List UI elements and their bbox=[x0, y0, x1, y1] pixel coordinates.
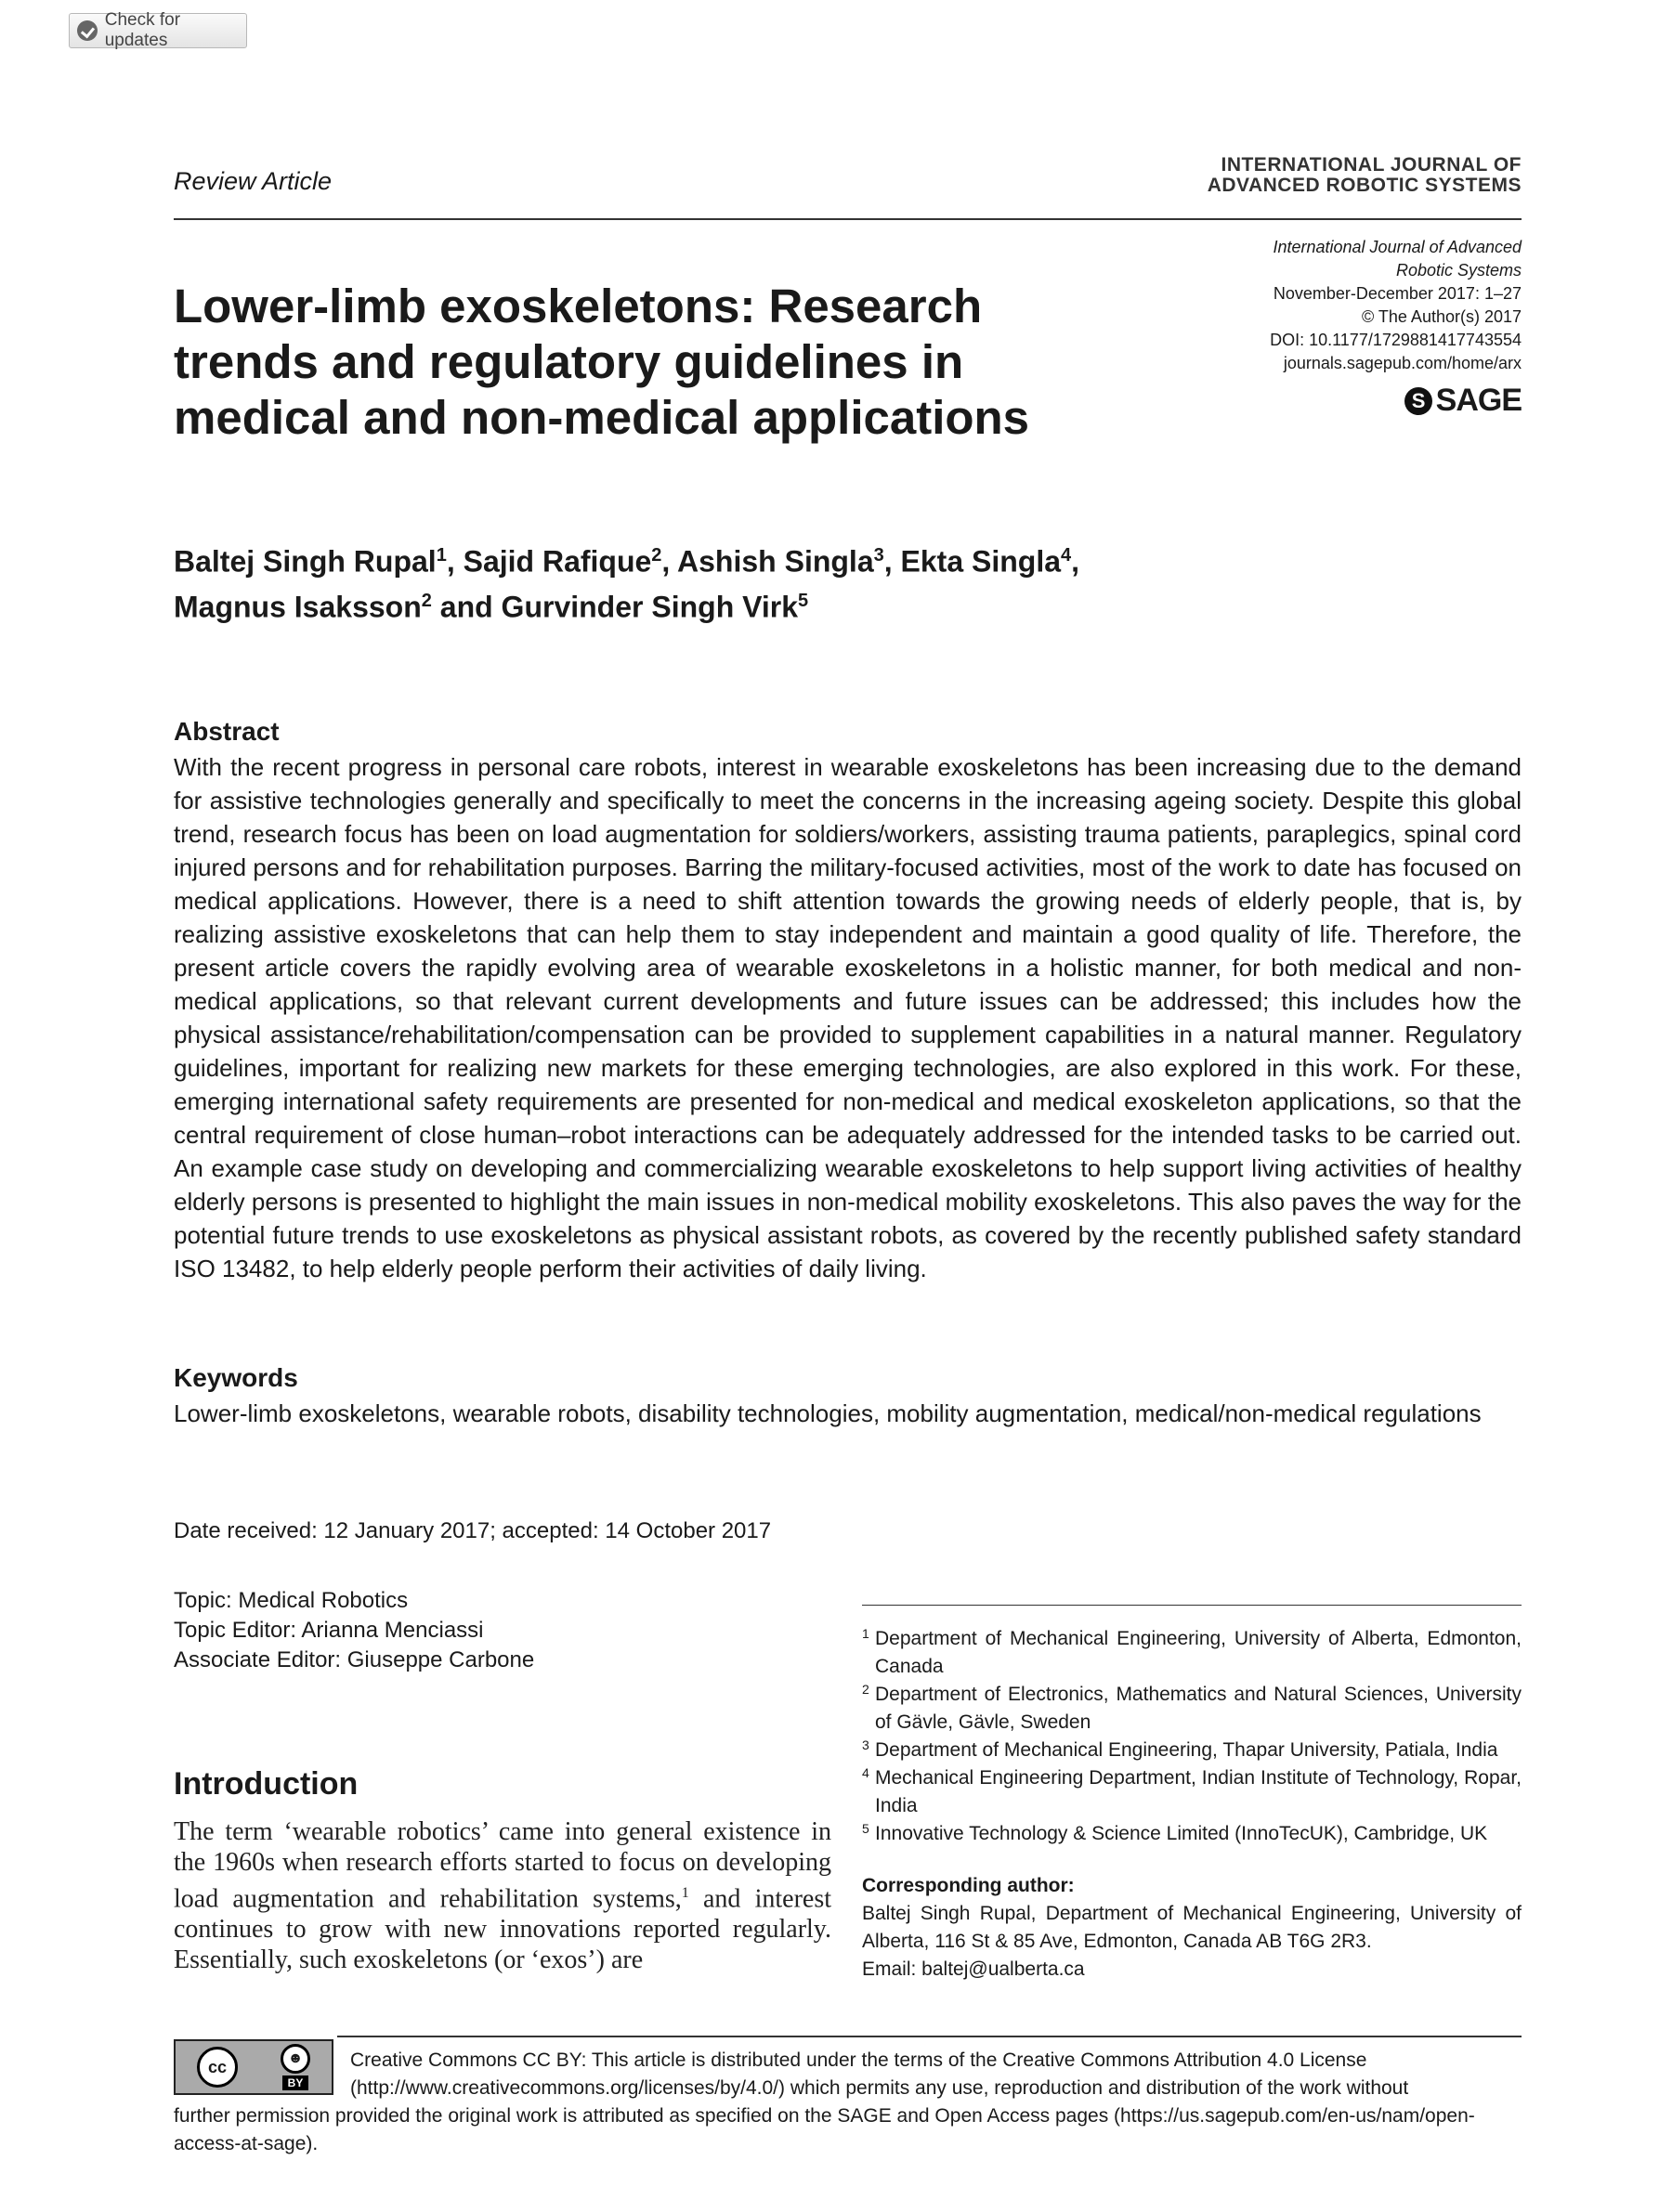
author-separator: , bbox=[446, 544, 464, 579]
affiliation-text: Department of Electronics, Mathematics and Natural Sciences, University of Gävle, Gävle, Sweden bbox=[875, 1684, 1522, 1733]
header-rule bbox=[174, 218, 1522, 220]
topic-block bbox=[174, 1586, 534, 1675]
keywords-heading: Keywords bbox=[174, 1363, 298, 1392]
associate-editor: Associate Editor: Giuseppe Carbone bbox=[174, 1647, 535, 1672]
author-aff: 5 bbox=[798, 590, 809, 611]
affiliation-number: 2 bbox=[862, 1682, 869, 1697]
affiliation-item bbox=[862, 1737, 1522, 1764]
affiliation-number: 5 bbox=[862, 1821, 869, 1836]
article-type: Review Article bbox=[174, 167, 333, 195]
affiliation-number: 4 bbox=[862, 1765, 869, 1780]
corresponding-author bbox=[862, 1872, 1522, 1984]
check-for-updates-button[interactable] bbox=[69, 10, 247, 50]
citation-ref[interactable]: 1 bbox=[681, 1885, 689, 1901]
introduction-heading: Introduction bbox=[174, 1766, 359, 1802]
corresponding-heading: Corresponding author: bbox=[862, 1875, 1075, 1896]
affiliation-item bbox=[862, 1681, 1522, 1737]
meta-doi[interactable]: DOI: 10.1177/1729881417743554 bbox=[1270, 331, 1522, 349]
meta-journal-line1: International Journal of Advanced bbox=[1273, 238, 1522, 256]
affiliation-text: Innovative Technology & Science Limited (InnoTecUK), Cambridge, UK bbox=[875, 1823, 1488, 1844]
sage-logo-text: SAGE bbox=[1435, 383, 1522, 418]
affiliation-number: 1 bbox=[862, 1626, 869, 1641]
author-aff: 3 bbox=[873, 545, 884, 566]
license-line3[interactable]: further permission provided the original work is attributed as specified on the SAGE and Open Access pages (https://us.sagepub.com/en-us/nam/open-access-at-sage). bbox=[174, 2105, 1475, 2154]
title-line1: Lower-limb exoskeletons: Research bbox=[174, 280, 983, 332]
author: Sajid Rafique bbox=[463, 544, 652, 579]
cc-icon: cc bbox=[197, 2047, 238, 2088]
author-separator: , bbox=[883, 544, 901, 579]
topic-line: Topic: Medical Robotics bbox=[174, 1588, 409, 1613]
affiliation-item bbox=[862, 1820, 1522, 1848]
checkmark-icon bbox=[77, 20, 98, 41]
affiliation-text: Department of Mechanical Engineering, Thapar University, Patiala, India bbox=[875, 1739, 1498, 1761]
keywords-text: Lower-limb exoskeletons, wearable robots, disability technologies, mobility augmentation, medical/non-medical regulations bbox=[174, 1399, 1482, 1427]
journal-brand-line2: ADVANCED ROBOTIC SYSTEMS bbox=[1207, 175, 1522, 196]
license-line1: Creative Commons CC BY: This article is distributed under the terms of the Creative Commons Attribution 4.0 License bbox=[350, 2049, 1367, 2071]
corresponding-email[interactable]: Email: baltej@ualberta.ca bbox=[862, 1958, 1085, 1980]
corresponding-address: Baltej Singh Rupal, Department of Mechanical Engineering, University of Alberta, 116 St & 85 Ave, Edmonton, Canada AB T6G 2R3. bbox=[862, 1903, 1522, 1952]
author-separator: , bbox=[1071, 544, 1080, 579]
license-rule bbox=[337, 2036, 1522, 2037]
author-separator: , bbox=[661, 544, 678, 579]
paper-title bbox=[174, 279, 1084, 446]
introduction-text bbox=[174, 1816, 831, 1975]
meta-journal-line2: Robotic Systems bbox=[1395, 261, 1522, 280]
by-label: BY bbox=[282, 2075, 309, 2090]
license-line2[interactable]: (http://www.creativecommons.org/licenses/by/4.0/) which permits any use, reproduction and distribution of the work without bbox=[350, 2077, 1409, 2099]
sage-logo bbox=[1404, 383, 1522, 419]
meta-issue: November-December 2017: 1–27 bbox=[1273, 284, 1522, 303]
meta-url[interactable]: journals.sagepub.com/home/arx bbox=[1283, 354, 1522, 372]
author-aff: 2 bbox=[651, 545, 662, 566]
affiliation-list bbox=[862, 1625, 1522, 1848]
check-for-updates-label: Check for updates bbox=[104, 10, 181, 50]
affiliation-number: 3 bbox=[862, 1737, 869, 1752]
sage-s-icon: S bbox=[1404, 387, 1432, 415]
affiliation-rule bbox=[862, 1605, 1522, 1606]
affiliation-item bbox=[862, 1625, 1522, 1681]
abstract-text: With the recent progress in personal care robots, interest in wearable exoskeletons has been increasing due to the demand for assistive technologies generally and specifically to meet the concerns in the increasing ageing society. Despite this global trend, research focus has been on load augmentation for soldiers/workers, assisting trauma patients, paraplegics, spinal cord injured persons and for rehabilitation purposes. Barring the military-focused activities, most of the work to date has focused on medical applications. However, there is a need to shift attention towards the growing needs of elderly people, that is, by realizing assistive exoskeletons that can help them to stay independent and maintain a good quality of life. Therefore, the present article covers the rapidly evolving area of wearable exoskeletons in a holistic manner, for both medical and non-medical applications, so that relevant current developments and future issues can be addressed; this includes how the physical assistance/rehabilitation/compensation can be provided to supplement capabilities in a natural manner. Regulatory guidelines, important for realizing new markets for these emerging technologies, are also explored in this work. For these, emerging international safety requirements are presented for non-medical and medical exoskeleton applications, so that the central requirement of close human–robot interactions can be adequately addressed for the intended tasks to be carried out. An example case study on developing and commercializing wearable exoskeletons to help support living activities of healthy elderly persons is presented to highlight the main issues in non-medical mobility exoskeletons. This also paves the way for the potential future trends to use exoskeletons as physical assistant robots, as covered by the recently published safety standard ISO 13482, to help elderly people perform their activities of daily living. bbox=[174, 753, 1522, 1282]
author: Gurvinder Singh Virk bbox=[501, 590, 799, 624]
affiliation-text: Department of Mechanical Engineering, University of Alberta, Edmonton, Canada bbox=[875, 1628, 1522, 1677]
author: Ekta Singla bbox=[900, 544, 1062, 579]
author: Baltej Singh Rupal bbox=[174, 544, 437, 579]
abstract-heading: Abstract bbox=[174, 717, 280, 746]
author-list bbox=[174, 536, 1288, 626]
journal-brand-line1: INTERNATIONAL JOURNAL OF bbox=[1221, 154, 1522, 176]
date-received: Date received: 12 January 2017; accepted: 14 October 2017 bbox=[174, 1518, 772, 1543]
meta-copyright: © The Author(s) 2017 bbox=[1361, 307, 1522, 326]
license-text bbox=[174, 2047, 1522, 2158]
title-line2: trends and regulatory guidelines in bbox=[174, 335, 964, 388]
intro-text-part: The term ‘wearable robotics’ came into general existence in the 1960s when research efforts started to focus on developing load augmentation and rehabilitation systems, bbox=[174, 1817, 831, 1914]
author-aff: 2 bbox=[421, 590, 432, 611]
affiliation-text: Mechanical Engineering Department, Indian Institute of Technology, Ropar, India bbox=[875, 1767, 1522, 1816]
affiliation-item bbox=[862, 1764, 1522, 1820]
author-separator: and bbox=[431, 590, 502, 624]
author: Magnus Isaksson bbox=[174, 590, 422, 624]
topic-editor: Topic Editor: Arianna Menciassi bbox=[174, 1618, 484, 1643]
article-meta bbox=[1270, 236, 1522, 375]
journal-brand bbox=[1208, 155, 1522, 196]
author-aff: 4 bbox=[1061, 545, 1072, 566]
intro-text-part: and interest continues to grow with new innovations reported regularly. Essentially, such exoskeletons (or ‘exos’) are bbox=[174, 1884, 831, 1975]
title-line3: medical and non-medical applications bbox=[174, 391, 1030, 444]
author-aff: 1 bbox=[436, 545, 447, 566]
author: Ashish Singla bbox=[677, 544, 874, 579]
person-icon: ☻ bbox=[281, 2044, 310, 2074]
